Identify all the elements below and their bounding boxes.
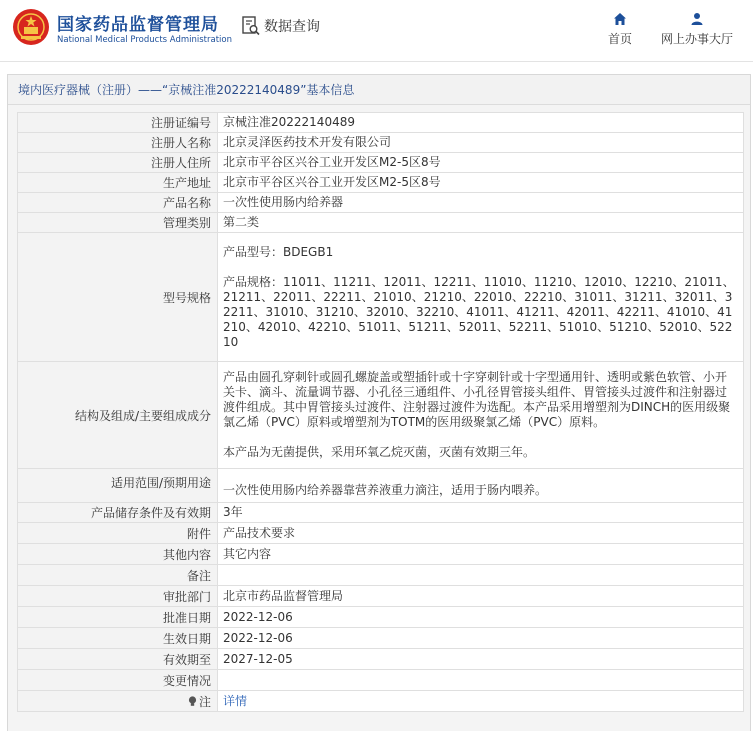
table-row [18, 213, 744, 233]
brand-title[interactable]: 国家药品监督管理局 [57, 15, 219, 35]
dept-value: 北京市药品监督管理局 [218, 586, 744, 607]
model-value [218, 233, 744, 362]
detail-table-wrap [17, 112, 744, 712]
structure-para-1: 产品由圆孔穿刺针或圆孔螺旋盖或塑插针或十字穿刺针或十字型通用针、透明或紫色软管、小开关卡、滴斗、流量调节器、小孔径三通组件、小孔径胃管接头组件、胃管接头过渡件和注射器过渡件组成。其中胃管接头过渡件、注射器过渡件为选配。本产品采用增塑剂为DINCH的医用级聚氯乙烯（PVC）原料或增塑剂为TOTM的医用级聚氯乙烯（PVC）原料。 [223, 370, 731, 429]
table-row [18, 193, 744, 213]
user-icon [690, 12, 704, 26]
top-header [0, 0, 753, 62]
detail-table [17, 112, 744, 712]
note-label [18, 691, 218, 712]
table-row [18, 113, 744, 133]
data-query-link[interactable] [242, 16, 320, 36]
table-row [18, 469, 744, 503]
table-row [18, 362, 744, 469]
remark-value [218, 565, 744, 586]
data-query-label: 数据查询 [264, 19, 320, 35]
table-row [18, 649, 744, 670]
nav-home[interactable] [604, 12, 636, 47]
table-row [18, 586, 744, 607]
effective-date-value: 2022-12-06 [218, 628, 744, 649]
document-search-icon [242, 16, 260, 36]
table-row [18, 670, 744, 691]
spec-line: 产品规格：11011、11211、12011、12211、11010、11210、12010、12210、21011、21211、22011、22211、21010、21210、22010、22210、31011、31211、32011、32211、31010、31210、32010、32210、41011、41211、42011、42211、41010、41210、42010、42210、51011、51211、52011、52211、51010、51210、52010、52210 [223, 274, 735, 349]
details-link[interactable]: 详情 [223, 693, 248, 708]
address-label: 注册人住所 [18, 153, 218, 173]
table-row [18, 173, 744, 193]
reg-no-value: 京械注准20222140489 [218, 113, 744, 133]
reg-no-label: 注册证编号 [18, 113, 218, 133]
table-row [18, 544, 744, 565]
dept-label: 审批部门 [18, 586, 218, 607]
home-icon [613, 12, 627, 26]
remark-label: 备注 [18, 565, 218, 586]
changes-label: 变更情况 [18, 670, 218, 691]
structure-para-2: 本产品为无菌提供，采用环氧乙烷灭菌，灭菌有效期三年。 [223, 445, 536, 459]
other-value: 其它内容 [218, 544, 744, 565]
note-value [218, 691, 744, 712]
table-row [18, 233, 744, 362]
structure-value [218, 362, 744, 469]
scope-label: 适用范围/预期用途 [18, 469, 218, 503]
table-row [18, 153, 744, 173]
expiry-label: 有效期至 [18, 649, 218, 670]
table-row [18, 628, 744, 649]
product-name-value: 一次性使用肠内给养器 [218, 193, 744, 213]
category-value: 第二类 [218, 213, 744, 233]
registrant-value: 北京灵泽医药技术开发有限公司 [218, 133, 744, 153]
production-address-value: 北京市平谷区兴谷工业开发区M2-5区8号 [218, 173, 744, 193]
note-label-text: 注 [198, 694, 211, 709]
nmpa-emblem-icon[interactable] [12, 8, 50, 46]
approval-date-value: 2022-12-06 [218, 607, 744, 628]
table-row [18, 691, 744, 712]
storage-value: 3年 [218, 503, 744, 523]
expiry-value: 2027-12-05 [218, 649, 744, 670]
table-row [18, 133, 744, 153]
table-row [18, 607, 744, 628]
model-label: 型号规格 [18, 233, 218, 362]
panel-title: 境内医疗器械（注册）——“京械注准20222140489”基本信息 [8, 75, 750, 105]
storage-label: 产品储存条件及有效期 [18, 503, 218, 523]
category-label: 管理类别 [18, 213, 218, 233]
table-row [18, 565, 744, 586]
approval-date-label: 批准日期 [18, 607, 218, 628]
registrant-label: 注册人名称 [18, 133, 218, 153]
table-row [18, 503, 744, 523]
attachment-label: 附件 [18, 523, 218, 544]
scope-value: 一次性使用肠内给养器靠营养液重力滴注，适用于肠内喂养。 [218, 469, 744, 503]
table-row [18, 523, 744, 544]
effective-date-label: 生效日期 [18, 628, 218, 649]
model-line: 产品型号：BDEGB1 [223, 244, 334, 259]
lightbulb-icon [188, 696, 197, 707]
nav-office-label: 网上办事大厅 [660, 32, 733, 46]
product-name-label: 产品名称 [18, 193, 218, 213]
attachment-value: 产品技术要求 [218, 523, 744, 544]
address-value: 北京市平谷区兴谷工业开发区M2-5区8号 [218, 153, 744, 173]
other-label: 其他内容 [18, 544, 218, 565]
changes-value [218, 670, 744, 691]
detail-panel [7, 74, 751, 731]
nav-home-label: 首页 [607, 32, 632, 46]
structure-label: 结构及组成/主要组成成分 [18, 362, 218, 469]
production-address-label: 生产地址 [18, 173, 218, 193]
brand-subtitle: National Medical Products Administration [57, 35, 232, 45]
nav-online-office[interactable] [656, 12, 738, 47]
